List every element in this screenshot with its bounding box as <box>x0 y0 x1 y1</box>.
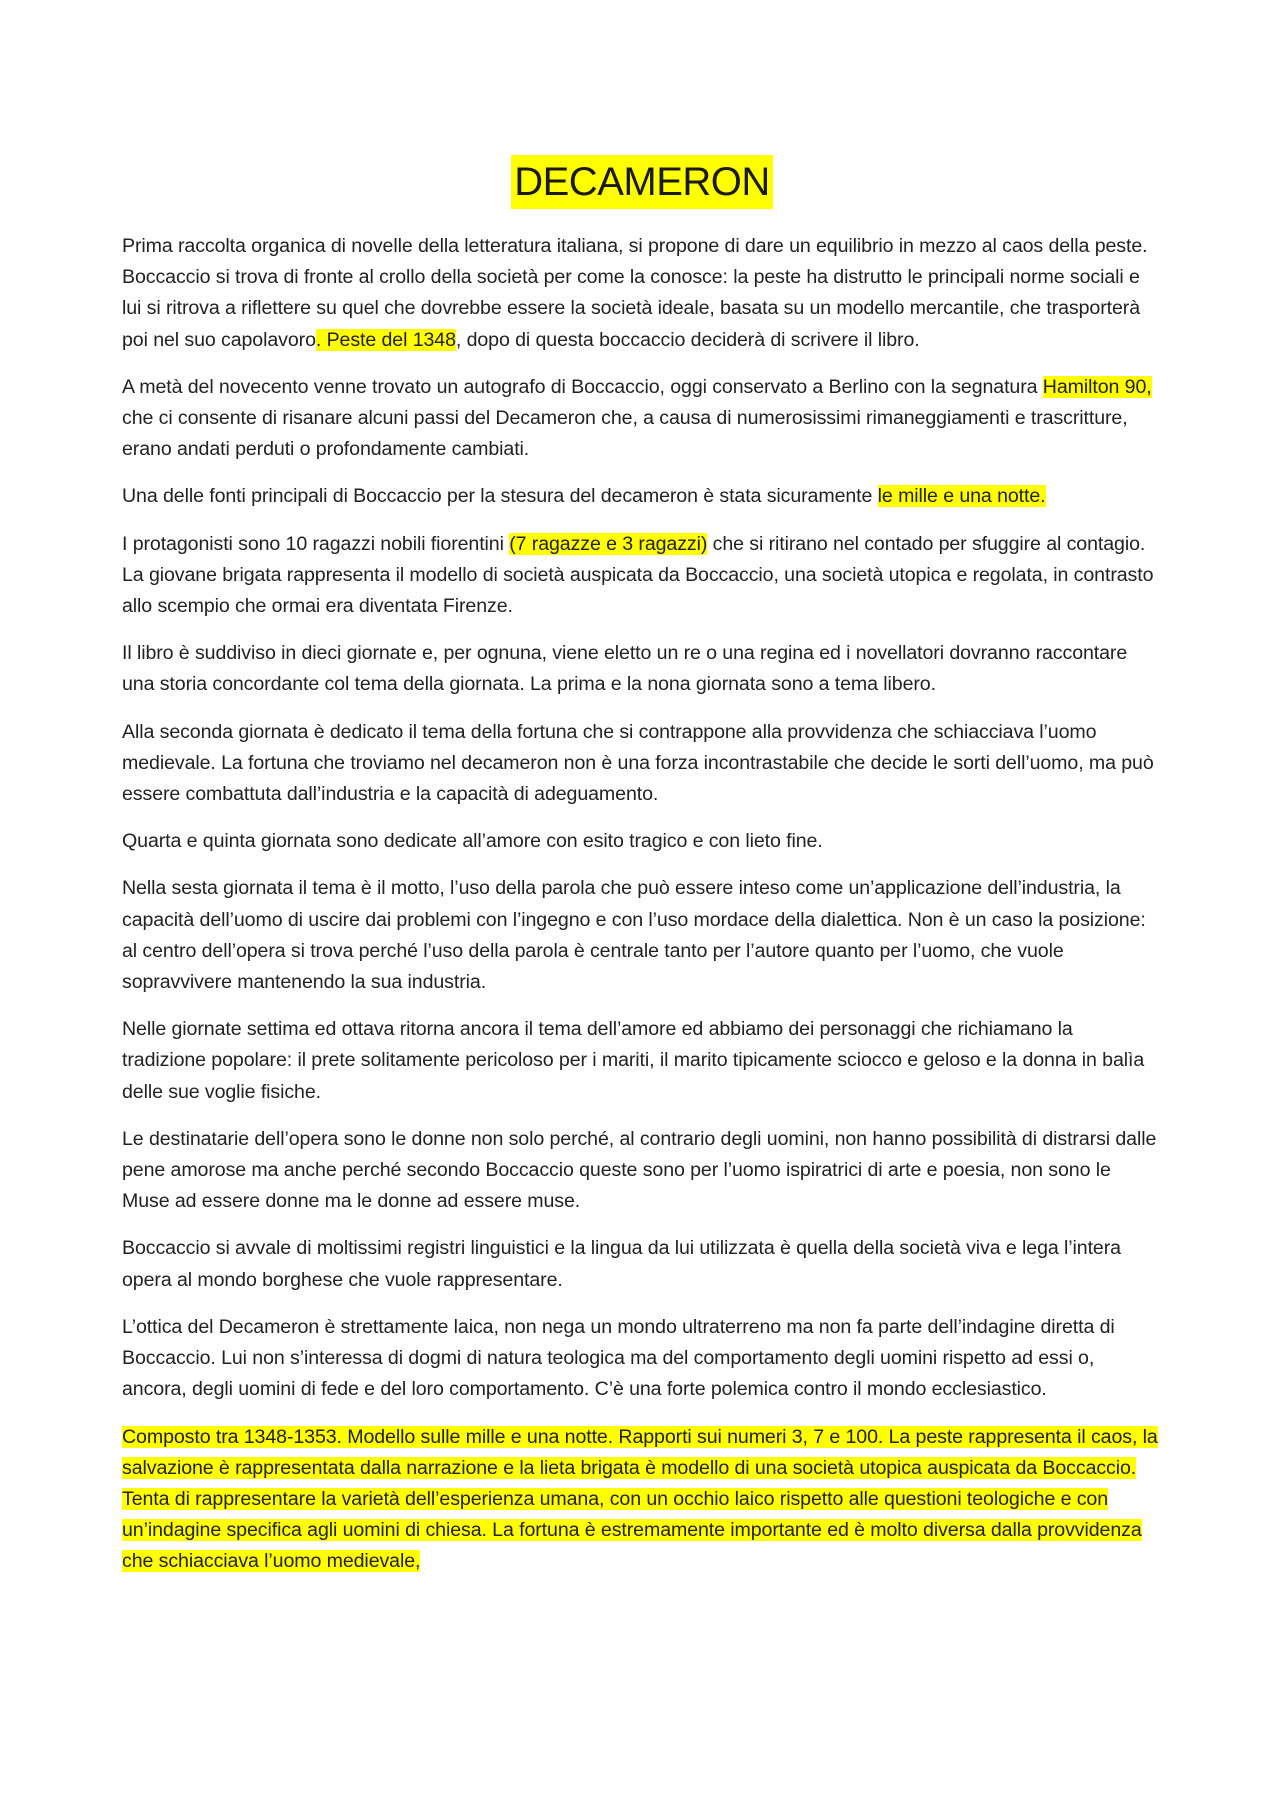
paragraph <box>122 1312 1162 1406</box>
paragraph <box>122 826 1162 857</box>
text-segment: Quarta e quinta giornata sono dedicate all’amore con esito tragico e con lieto fine. <box>122 830 823 853</box>
highlighted-text: Composto tra 1348-1353. Modello sulle mille e una notte. Rapporti sui numeri 3, 7 e 100. La peste rappresenta il caos, la salvazione è rappresentata dalla narrazione e la lieta brigata è modello di una società utopica auspicata da Boccaccio. Tenta di rappresentare la varietà dell’esperienza umana, con un occhio laico rispetto alle questioni teologiche e con un’indagine specifica agli uomini di chiesa. La fortuna è estremamente importante ed è molto diversa dalla provvidenza che schiacciava l’uomo medievale, <box>122 1425 1158 1573</box>
paragraph <box>122 873 1162 998</box>
highlighted-text: (7 ragazze e 3 ragazzi) <box>509 532 708 555</box>
text-segment: che si ritirano nel contado per sfuggire al contagio. La giovane brigata rappresenta il modello di società auspicata da Boccaccio, una società utopica e regolata, in contrasto allo scempio che ormai era diventata Firenze. <box>122 532 1154 618</box>
paragraph <box>122 1014 1162 1108</box>
paragraph <box>122 481 1162 512</box>
paragraph <box>122 1422 1162 1578</box>
highlighted-text: . Peste del 1348 <box>315 328 456 351</box>
document-body <box>122 231 1162 1578</box>
document-title: DECAMERON <box>511 155 773 209</box>
text-segment: Una delle fonti principali di Boccaccio per la stesura del decameron è stata sicuramente <box>122 485 878 508</box>
paragraph <box>122 1124 1162 1218</box>
text-segment: che ci consente di risanare alcuni passi del Decameron che, a causa di numerosissimi rimaneggiamenti e trascritture, erano andati perduti o profondamente cambiati. <box>122 407 1128 461</box>
paragraph <box>122 638 1162 700</box>
highlighted-text: Hamilton 90, <box>1042 375 1152 398</box>
text-segment: Boccaccio si avvale di moltissimi registri linguistici e la lingua da lui utilizzata è quella della società viva e lega l’intera opera al mondo borghese che vuole rappresentare. <box>122 1237 1121 1291</box>
highlighted-text: le mille e una notte. <box>877 485 1046 508</box>
text-segment: , dopo di questa boccaccio deciderà di scrivere il libro. <box>455 328 920 351</box>
paragraph <box>122 717 1162 811</box>
text-segment: Alla seconda giornata è dedicato il tema della fortuna che si contrappone alla provvidenza che schiacciava l’uomo medievale. La fortuna che troviamo nel decameron non è una forza incontrastabile che decide le sorti dell’uomo, ma può essere combattuta dall’industria e la capacità di adeguamento. <box>122 720 1154 806</box>
paragraph <box>122 1233 1162 1295</box>
paragraph <box>122 529 1162 623</box>
text-segment: Le destinatarie dell’opera sono le donne non solo perché, al contrario degli uomini, non hanno possibilità di distrarsi dalle pene amorose ma anche perché secondo Boccaccio queste sono per l’uomo ispiratrici di arte e poesia, non sono le Muse ad essere donne ma le donne ad essere muse. <box>122 1127 1157 1213</box>
text-segment: L’ottica del Decameron è strettamente laica, non nega un mondo ultraterreno ma non fa parte dell’indagine diretta di Boccaccio. Lui non s’interessa di dogmi di natura teologica ma del comportamento degli uomini rispetto ad essi o, ancora, degli uomini di fede e del loro comportamento. C’è una forte polemica contro il mondo ecclesiastico. <box>122 1315 1115 1401</box>
text-segment: A metà del novecento venne trovato un autografo di Boccaccio, oggi conservato a Berlino con la segnatura <box>122 375 1043 398</box>
text-segment: Prima raccolta organica di novelle della letteratura italiana, si propone di dare un equilibrio in mezzo al caos della peste. Boccaccio si trova di fronte al crollo della società per come la conosce: la peste ha distrutto le principali norme sociali e lui si ritrova a riflettere su quel che dovrebbe essere la società ideale, basata su un modello mercantile, che trasporterà poi nel suo capolavoro <box>122 235 1148 351</box>
text-segment: Nelle giornate settima ed ottava ritorna ancora il tema dell’amore ed abbiamo dei personaggi che richiamano la tradizione popolare: il prete solitamente pericoloso per i mariti, il marito tipicamente sciocco e geloso e la donna in balìa delle sue voglie fisiche. <box>122 1018 1145 1103</box>
text-segment: Nella sesta giornata il tema è il motto, l’uso della parola che può essere inteso come un’applicazione dell’industria, la capacità dell’uomo di uscire dai problemi con l’ingegno e con l’uso mordace della dialettica. Non è un caso la posizione: al centro dell’opera si trova perché l’uso della parola è centrale tanto per l’autore quanto per l’uomo, che vuole sopravvivere mantenendo la sua industria. <box>122 877 1146 994</box>
title-container <box>122 155 1162 211</box>
paragraph <box>122 372 1162 466</box>
text-segment: Il libro è suddiviso in dieci giornate e, per ognuna, viene eletto un re o una regina ed i novellatori dovranno raccontare una storia concordante col tema della giornata. La prima e la nona giornata sono a tema libero. <box>122 642 1128 696</box>
text-segment: I protagonisti sono 10 ragazzi nobili fiorentini <box>122 532 510 555</box>
paragraph <box>122 231 1162 356</box>
